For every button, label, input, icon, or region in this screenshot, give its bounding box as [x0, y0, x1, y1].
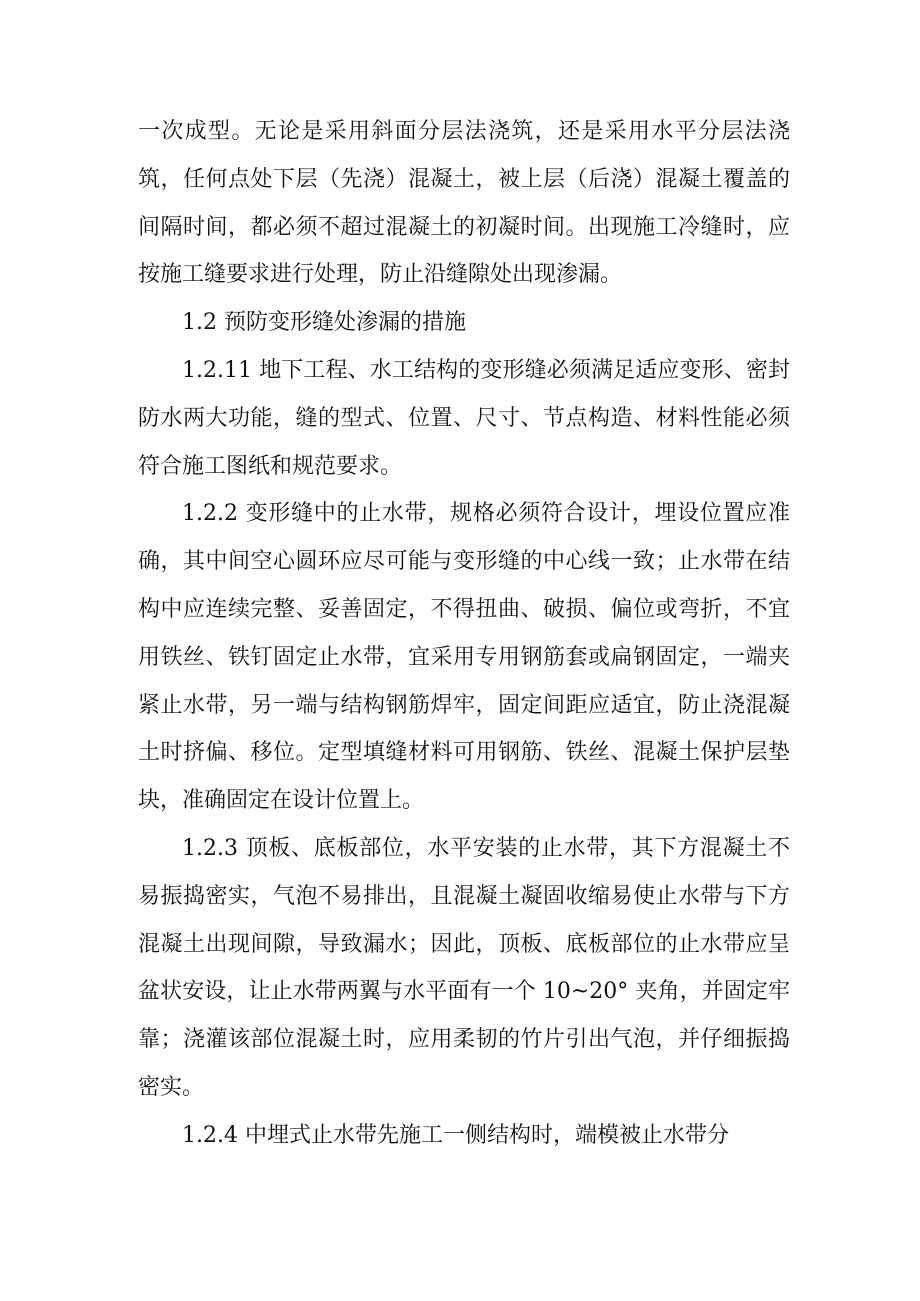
paragraph-1-2-2: 1.2.2 变形缝中的止水带，规格必须符合设计，埋设位置应准确，其中间空心圆环应尽可能与变形缝的中心线一致；止水带在结构中应连续完整、妥善固定，不得扭曲、破损、偏位或弯折，不宜用铁丝、铁钉固定止水带，宜采用专用钢筋套或扁钢固定，一端夹紧止水带，另一端与结构钢筋焊牢，固定间距应适宜，防止浇混凝土时挤偏、移位。定型填缝材料可用钢筋、铁丝、混凝土保护层垫块，准确固定在设计位置上。: [138, 501, 790, 814]
paragraph-continuation: 一次成型。无论是采用斜面分层法浇筑，还是采用水平分层法浇筑，任何点处下层（先浇）混凝土，被上层（后浇）混凝土覆盖的间隔时间，都必须不超过混凝土的初凝时间。出现施工冷缝时，应按施工缝要求进行处理，防止沿缝隙处出现渗漏。: [138, 119, 790, 288]
paragraph-1-2-4: 1.2.4 中埋式止水带先施工一侧结构时，端模被止水带分: [182, 1122, 729, 1148]
document-body: [138, 108, 790, 1160]
paragraph-1-2-3: 1.2.3 顶板、底板部位，水平安装的止水带，其下方混凝土不易振捣密实，气泡不易排出，且混凝土凝固收缩易使止水带与下方混凝土出现间隙，导致漏水；因此，顶板、底板部位的止水带应呈盆状安设，让止水带两翼与水平面有一个 10~20° 夹角，并固定牢靠；浇灌该部位混凝土时，应用柔韧的竹片引出气泡，并仔细振捣密实。: [138, 835, 790, 1100]
paragraph-1-2-11: 1.2.11 地下工程、水工结构的变形缝必须满足适应变形、密封防水两大功能，缝的型式、位置、尺寸、节点构造、材料性能必须符合施工图纸和规范要求。: [138, 357, 790, 479]
section-heading-1-2: 1.2 预防变形缝处渗漏的措施: [182, 310, 466, 336]
